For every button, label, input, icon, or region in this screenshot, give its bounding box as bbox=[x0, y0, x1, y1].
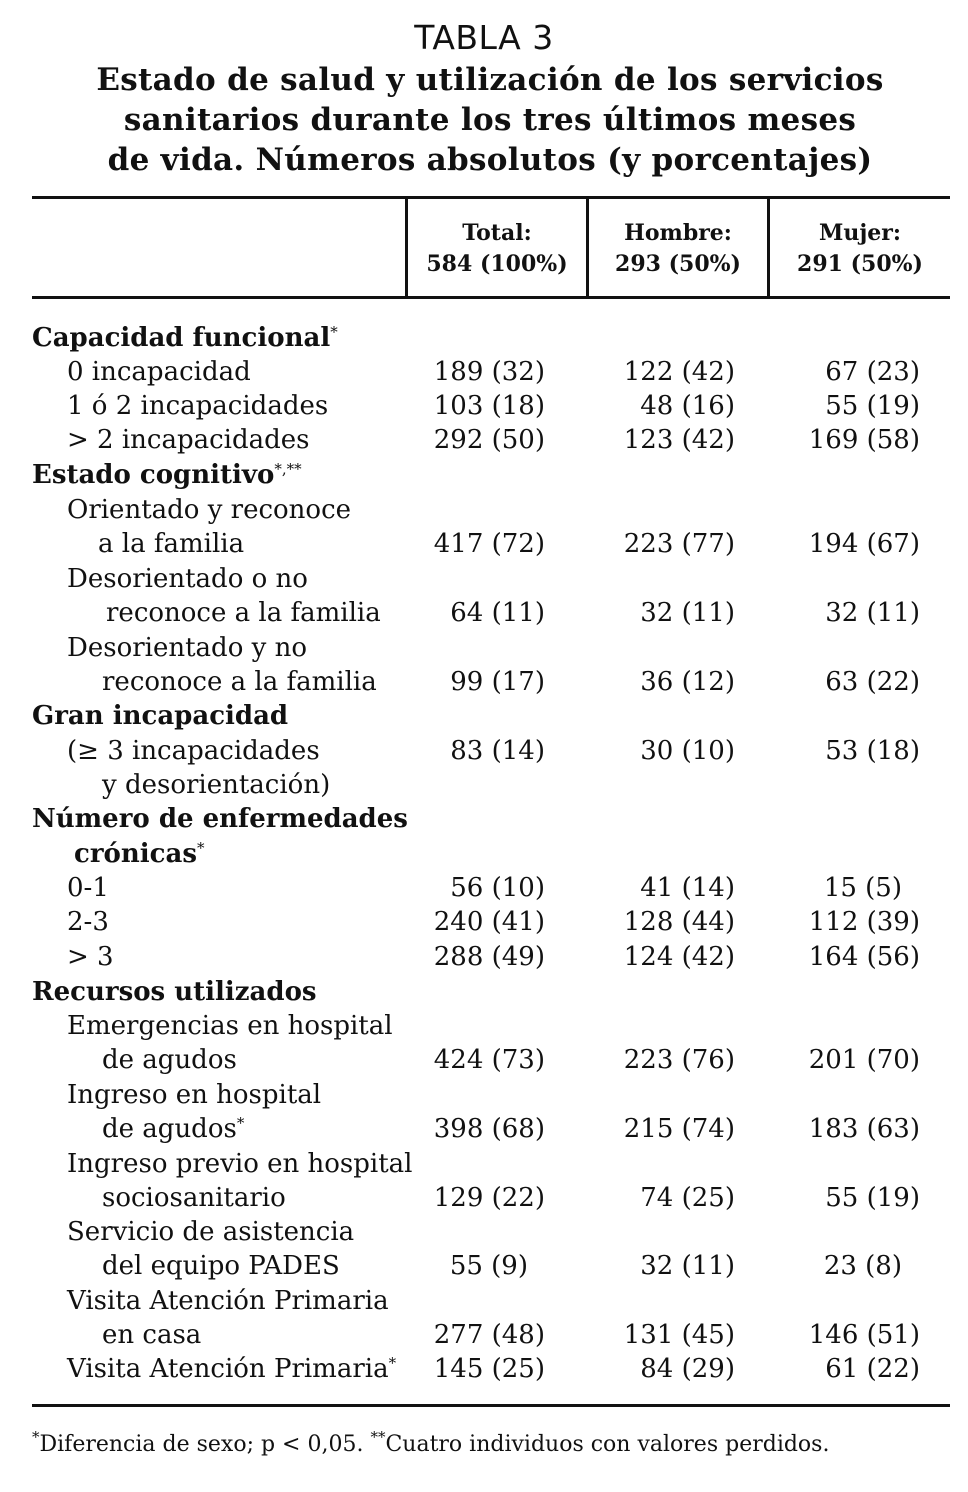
cell-total: 292 (50) bbox=[433, 425, 545, 455]
column-header-total bbox=[408, 218, 586, 280]
column-name: Mujer: bbox=[818, 220, 902, 246]
cell-total: 288 (49) bbox=[433, 942, 545, 972]
cell-total: 129 (22) bbox=[433, 1183, 545, 1213]
cell-mujer: 32 (11) bbox=[825, 598, 920, 628]
row-label-cont: del equipo PADES bbox=[102, 1251, 340, 1281]
cell-mujer: 194 (67) bbox=[808, 529, 920, 559]
cell-hombre: 124 (42) bbox=[623, 942, 735, 972]
title-line: sanitarios durante los tres últimos meses bbox=[123, 102, 857, 138]
section-title: Recursos utilizados bbox=[32, 977, 317, 1007]
table-row bbox=[0, 734, 968, 768]
cell-hombre: 223 (76) bbox=[623, 1045, 735, 1075]
row-label: Emergencias en hospital bbox=[67, 1011, 393, 1041]
cell-mujer: 55 (19) bbox=[825, 1183, 920, 1213]
cell-mujer: 23 (8) bbox=[823, 1251, 902, 1281]
cell-mujer: 63 (22) bbox=[825, 667, 920, 697]
row-label-cont: reconoce a la familia bbox=[106, 598, 381, 628]
table-row-line1 bbox=[0, 1009, 968, 1043]
column-header-mujer bbox=[770, 218, 950, 280]
cell-hombre: 36 (12) bbox=[640, 667, 735, 697]
row-label: Ingreso previo en hospital bbox=[67, 1149, 413, 1179]
section-title: Capacidad funcional* bbox=[32, 323, 338, 353]
row-label: 1 ó 2 incapacidades bbox=[67, 391, 329, 421]
table-row bbox=[0, 355, 968, 389]
row-label-cont: a la familia bbox=[98, 529, 245, 559]
row-label-cont: y desorientación) bbox=[102, 770, 331, 800]
row-label: Visita Atención Primaria* bbox=[67, 1354, 397, 1384]
table-row-line1 bbox=[0, 1215, 968, 1249]
cell-mujer: 164 (56) bbox=[808, 942, 920, 972]
table-row bbox=[0, 1318, 968, 1352]
section-title: Número de enfermedades bbox=[32, 804, 408, 834]
cell-mujer: 53 (18) bbox=[825, 736, 920, 766]
cell-hombre: 41 (14) bbox=[640, 873, 735, 903]
section-header-cont bbox=[0, 837, 968, 871]
table-row bbox=[0, 871, 968, 905]
table-row bbox=[0, 1249, 968, 1283]
cell-total: 398 (68) bbox=[433, 1114, 545, 1144]
cell-hombre: 123 (42) bbox=[623, 425, 735, 455]
row-label: Desorientado o no bbox=[67, 564, 308, 594]
column-header-hombre bbox=[589, 218, 767, 280]
column-name: Total: bbox=[462, 220, 532, 246]
footnote-mark: * bbox=[32, 1428, 40, 1446]
cell-mujer: 169 (58) bbox=[808, 425, 920, 455]
row-label: Ingreso en hospital bbox=[67, 1080, 322, 1110]
table-row bbox=[0, 665, 968, 699]
row-label: 0-1 bbox=[67, 873, 109, 903]
table-row bbox=[0, 940, 968, 974]
cell-total: 103 (18) bbox=[433, 391, 545, 421]
table-row-line1 bbox=[0, 1284, 968, 1318]
column-count: 584 (100%) bbox=[426, 251, 568, 277]
cell-hombre: 74 (25) bbox=[640, 1183, 735, 1213]
table-row-line1 bbox=[0, 1147, 968, 1181]
section-header bbox=[0, 802, 968, 836]
footnote-text: Diferencia de sexo; p < 0,05. bbox=[39, 1432, 364, 1457]
title-line: de vida. Números absolutos (y porcentajes) bbox=[107, 142, 873, 178]
row-label: > 2 incapacidades bbox=[67, 425, 310, 455]
row-label: 0 incapacidad bbox=[67, 357, 251, 387]
header-rule bbox=[32, 296, 950, 299]
column-count: 291 (50%) bbox=[797, 251, 923, 277]
title-line: Estado de salud y utilización de los servicios bbox=[96, 62, 884, 98]
cell-mujer: 112 (39) bbox=[808, 907, 920, 937]
cell-mujer: 61 (22) bbox=[825, 1354, 920, 1384]
row-label: Visita Atención Primaria bbox=[67, 1286, 389, 1316]
table-row bbox=[0, 596, 968, 630]
cell-hombre: 84 (29) bbox=[640, 1354, 735, 1384]
table-row-line1 bbox=[0, 562, 968, 596]
cell-hombre: 131 (45) bbox=[623, 1320, 735, 1350]
section-title: Estado cognitivo*,** bbox=[32, 460, 302, 490]
cell-total: 424 (73) bbox=[433, 1045, 545, 1075]
top-rule bbox=[32, 196, 950, 199]
table-row-line1 bbox=[0, 493, 968, 527]
cell-mujer: 15 (5) bbox=[823, 873, 902, 903]
bottom-rule bbox=[32, 1404, 950, 1407]
section-header bbox=[0, 975, 968, 1009]
row-label: > 3 bbox=[67, 942, 114, 972]
table-row bbox=[0, 389, 968, 423]
cell-total: 64 (11) bbox=[450, 598, 545, 628]
cell-total: 83 (14) bbox=[450, 736, 545, 766]
table-row-line1 bbox=[0, 631, 968, 665]
cell-hombre: 215 (74) bbox=[623, 1114, 735, 1144]
table-row-line2 bbox=[0, 768, 968, 802]
section-title: Gran incapacidad bbox=[32, 701, 289, 731]
column-name: Hombre: bbox=[624, 220, 732, 246]
row-label: Servicio de asistencia bbox=[67, 1217, 355, 1247]
cell-total: 277 (48) bbox=[433, 1320, 545, 1350]
cell-total: 145 (25) bbox=[433, 1354, 545, 1384]
table-row bbox=[0, 1043, 968, 1077]
cell-total: 55 (9) bbox=[449, 1251, 528, 1281]
cell-hombre: 122 (42) bbox=[623, 357, 735, 387]
cell-mujer: 146 (51) bbox=[808, 1320, 920, 1350]
cell-hombre: 32 (11) bbox=[640, 598, 735, 628]
table-number: TABLA 3 bbox=[414, 18, 554, 57]
cell-total: 99 (17) bbox=[450, 667, 545, 697]
cell-hombre: 32 (11) bbox=[640, 1251, 735, 1281]
table-row-line1 bbox=[0, 1078, 968, 1112]
row-label-cont: sociosanitario bbox=[102, 1183, 286, 1213]
row-label: Orientado y reconoce bbox=[67, 495, 352, 525]
cell-mujer: 67 (23) bbox=[825, 357, 920, 387]
row-label-cont: de agudos bbox=[102, 1045, 237, 1075]
cell-hombre: 30 (10) bbox=[640, 736, 735, 766]
row-label: Desorientado y no bbox=[67, 633, 307, 663]
table-row bbox=[0, 423, 968, 457]
section-header bbox=[0, 458, 968, 492]
footnote bbox=[32, 1428, 830, 1457]
table-row bbox=[0, 905, 968, 939]
section-header bbox=[0, 321, 968, 355]
cell-total: 56 (10) bbox=[450, 873, 545, 903]
row-label-cont: reconoce a la familia bbox=[102, 667, 377, 697]
cell-total: 189 (32) bbox=[433, 357, 545, 387]
footnote-text: Cuatro individuos con valores perdidos. bbox=[385, 1432, 830, 1457]
cell-mujer: 183 (63) bbox=[808, 1114, 920, 1144]
column-count: 293 (50%) bbox=[615, 251, 741, 277]
table-row bbox=[0, 1352, 968, 1386]
table-title bbox=[40, 60, 940, 180]
cell-mujer: 55 (19) bbox=[825, 391, 920, 421]
row-label-cont: de agudos* bbox=[102, 1114, 245, 1144]
table-row bbox=[0, 1181, 968, 1215]
cell-mujer: 201 (70) bbox=[808, 1045, 920, 1075]
row-label: (≥ 3 incapacidades bbox=[67, 736, 320, 766]
row-label-cont: en casa bbox=[102, 1320, 202, 1350]
cell-hombre: 128 (44) bbox=[623, 907, 735, 937]
section-title-cont: crónicas* bbox=[74, 839, 205, 869]
footnote-mark: ** bbox=[370, 1428, 386, 1446]
table-row bbox=[0, 1112, 968, 1146]
cell-hombre: 223 (77) bbox=[623, 529, 735, 559]
table-row bbox=[0, 527, 968, 561]
cell-total: 240 (41) bbox=[433, 907, 545, 937]
section-header bbox=[0, 699, 968, 733]
row-label: 2-3 bbox=[67, 907, 109, 937]
cell-hombre: 48 (16) bbox=[640, 391, 735, 421]
cell-total: 417 (72) bbox=[433, 529, 545, 559]
